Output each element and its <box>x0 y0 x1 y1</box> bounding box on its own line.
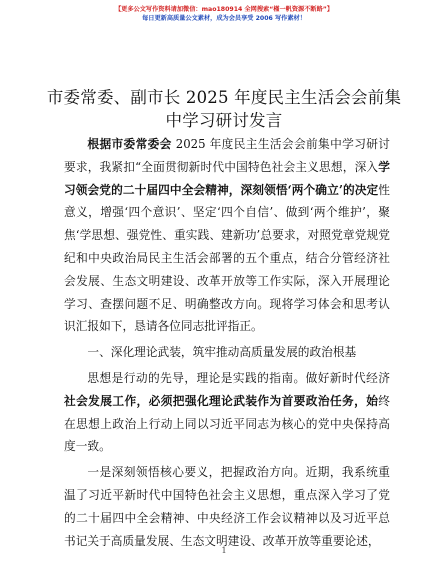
promo-banner-line2: 每日更新高质量公文素材，成为会员享受 2006 写作素材！ <box>142 15 306 22</box>
intro-bold-lead: 根据市委常委会 <box>87 137 172 151</box>
title-line-2: 中学习研讨发言 <box>165 111 283 130</box>
promo-banner <box>0 5 448 23</box>
paragraph-2-text-1: 思想是行动的先导，理论是实践的指南。做好新时代经济 <box>87 370 390 385</box>
intro-bold-mid: 学习领会党的二十届四中全会精神，深刻领悟‘两个确立’的决定 <box>64 159 390 197</box>
paragraph-2-text-2: 终在思想上政治上行动上同以习近平同志为核心的党中央保持高度一致。 <box>64 393 390 454</box>
section-heading-1: 一、深化理论武装，筑牢推动高质量发展的政治根基 <box>87 345 357 360</box>
intro-paragraph <box>64 133 390 338</box>
promo-banner-line1: 【更多公文写作资料请加微信：mao180914 全网搜索“槿一帆资源不断路”】 <box>114 6 334 13</box>
intro-text-2: 性意义，增强‘四个意识’、坚定‘四个自信’、做到‘两个维护’，聚焦‘学思想、强党性、重实践、建新功’总要求，对照党章党规党纪和中央政治局民主生活会部署的五个重点，结合分管经济社会发展、生态文明建设、改革开放等工作实际，深入开展理论学习、查摆问题不足、明确整改方向。现将学习体会和思考认识汇报如下，恳请各位同志批评指正。 <box>64 182 390 334</box>
document-body <box>64 133 390 552</box>
intro-text-1: 2025 年度民主生活会会前集中学习研讨要求，我紧扣“全面贯彻新时代中国特色社会主义思想，深入 <box>64 137 390 174</box>
paragraph-2 <box>64 367 390 458</box>
paragraph-3: 一是深刻领悟核心要义，把握政治方向。近期，我系统重温了习近平新时代中国特色社会主义思想，重点深入学习了党的二十届四中全会精神、中央经济工作会议精神以及习近平总书记关于高质量发展、生态文明建设、改革开放等重要论述， <box>64 465 390 548</box>
title-line-1: 市委常委、副市长 2025 年度民主生活会会前集 <box>46 88 402 107</box>
page-number: 1 <box>221 546 227 555</box>
document-title <box>40 86 408 132</box>
paragraph-2-bold: 社会发展工作，必须把强化理论武装作为首要政治任务，始 <box>64 393 379 408</box>
